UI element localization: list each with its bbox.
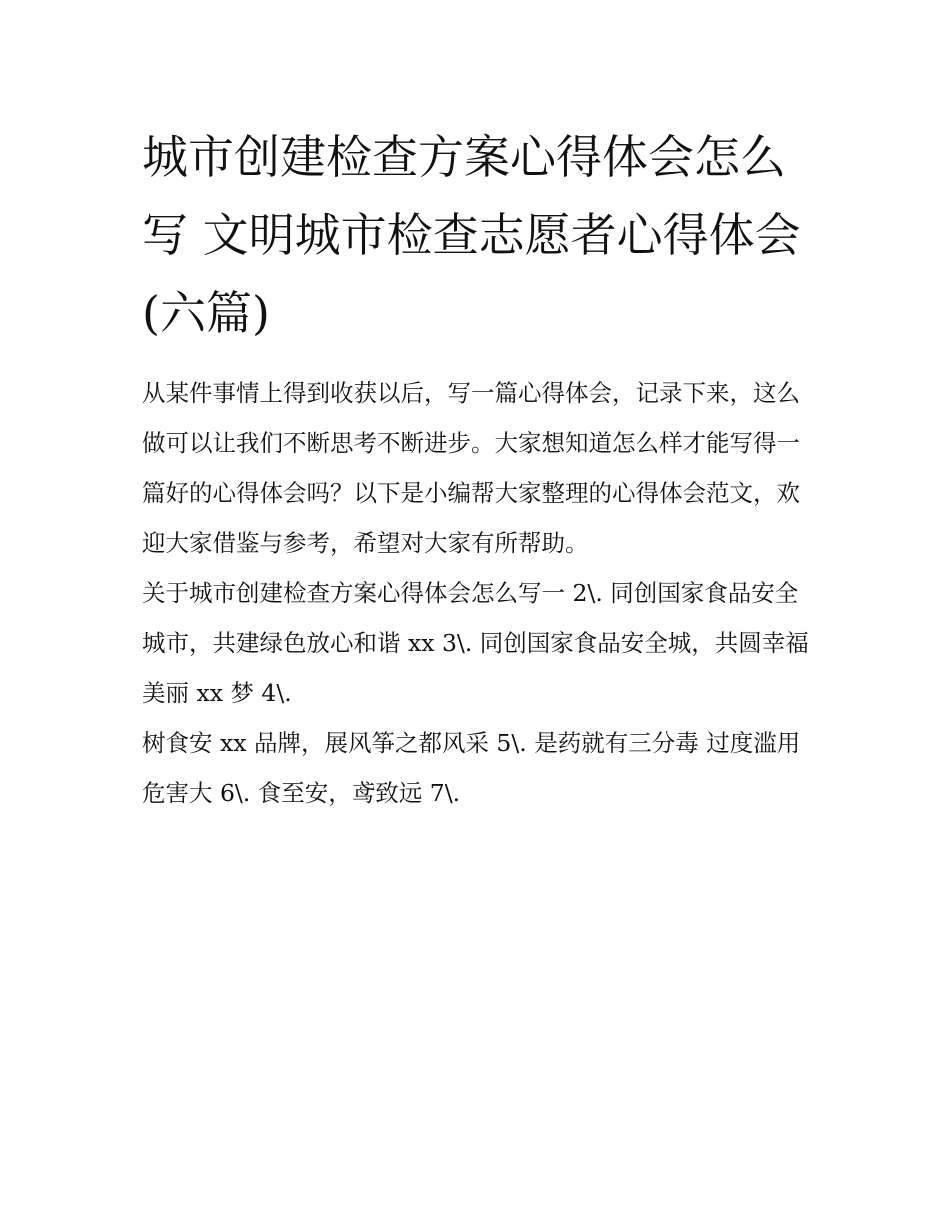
body-paragraph: 关于城市创建检查方案心得体会怎么写一 2\. 同创国家食品安全城市，共建绿色放心和谐 xx 3\. 同创国家食品安全城，共圆幸福美丽 xx 梦 4\.	[142, 579, 809, 707]
document-title: 城市创建检查方案心得体会怎么写 文明城市检查志愿者心得体会(六篇)	[142, 130, 801, 340]
document-body	[142, 118, 818, 818]
intro-paragraph: 从某件事情上得到收获以后，写一篇心得体会，记录下来，这么做可以让我们不断思考不断进步。大家想知道怎么样才能写得一篇好的心得体会吗？以下是小编帮大家整理的心得体会范文，欢迎大家借鉴与参考，希望对大家有所帮助。	[142, 379, 800, 557]
body-paragraph: 树食安 xx 品牌，展风筝之都风采 5\. 是药就有三分毒 过度滥用危害大 6\. 食至安，鸢致远 7\.	[142, 729, 801, 807]
